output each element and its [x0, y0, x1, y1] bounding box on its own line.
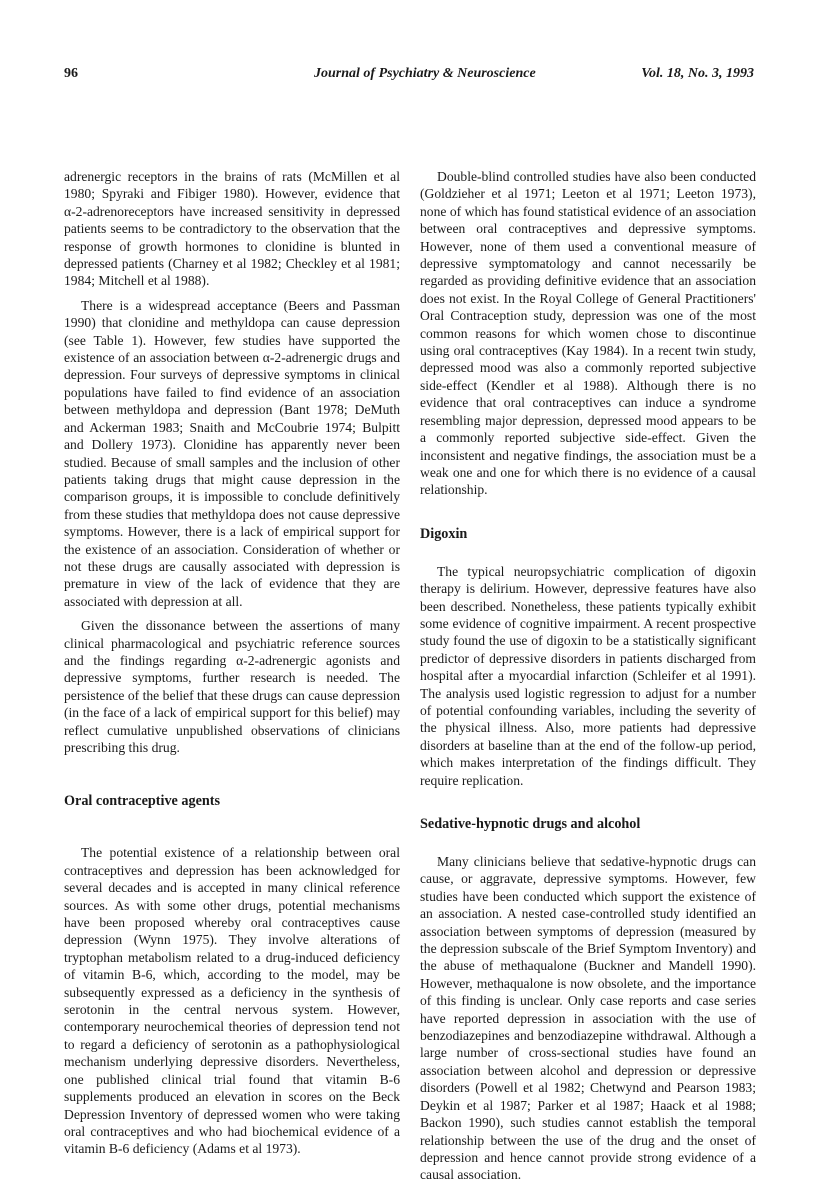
paragraph: The typical neuropsychiatric complication of digoxin therapy is delirium. However, depressive features have also been described. Nonetheless, these patients typically exhibit some evidence of cognitive impairment. A recent prospective study found the use of digoxin to be a statistically significant predictor of depressive disorders in patients discharged from hospital after a myocardial infarction (Schleifer et al 1991). The analysis used logistic regression to adjust for a number of potential confounding variables, including the severity of the physical illness. Also, more patients had depressive disorders at baseline than at the end of the follow-up period, which makes interpretation of the findings difficult. They require replication. — [420, 563, 756, 788]
section-heading-sedative-hypnotic: Sedative-hypnotic drugs and alcohol — [420, 816, 641, 832]
paragraph: Many clinicians believe that sedative-hypnotic drugs can cause, or aggravate, depressive symptoms. However, few studies have been conducted which support the existence of an association. A nested case-controlled study identified an association between symptoms of depression (measured by the depression subscale of the Brief Symptom Inventory) and the abuse of methaqualone (Buckner and Mandell 1990). However, methaqualone is now obsolete, and the importance of this finding is unclear. Only case reports and case series have reported depression in association with the use of benzodiazepines and benzodiazepine withdrawal. Although a large number of cross-sectional studies have found an association between alcohol and depression or depressive disorders (Powell et al 1982; Chetwynd and Pearson 1983; Deykin et al 1987; Parker et al 1987; Haack et al 1988; Backon 1990), such studies cannot establish the temporal relationship between the use of the drug and the onset of depression and hence cannot provide strong evidence of a causal association. — [420, 854, 756, 1183]
section-heading-oral-contraceptives: Oral contraceptive agents — [64, 793, 221, 810]
journal-title: Journal of Psychiatry & Neuroscience — [314, 66, 536, 81]
left-column — [64, 168, 400, 1158]
paragraph: There is a widespread acceptance (Beers and Passman 1990) that clonidine and methyldopa can cause depression (see Table 1). However, few studies have supported the existence of an association between α-2-adrenergic drugs and depression. Four surveys of depressive symptoms in clinical populations have failed to find evidence of an association between methyldopa and depression (Bant 1978; DeMuth and Ackerman 1983; Snaith and McCoubrie 1974; Bulpitt and Dollery 1973). Clonidine has apparently never been studied. Because of small samples and the inclusion of other patients taking drugs that might cause depression in the comparison groups, it is impossible to conclude definitively from these studies that methyldopa does not cause depressive symptoms. However, there is a lack of empirical support for the existence of an association. Consideration of whether or not these drugs are causally associated with depression is premature in view of the lack of evidence that they are associated with depression at all. — [64, 297, 400, 609]
section-heading-digoxin: Digoxin — [420, 525, 468, 542]
volume-info: Vol. 18, No. 3, 1993 — [641, 66, 754, 81]
right-column — [420, 168, 756, 1184]
page-number: 96 — [64, 66, 78, 81]
paragraph: adrenergic receptors in the brains of rats (McMillen et al 1980; Spyraki and Fibiger 1980). However, evidence that α-2-adrenoreceptors have increased sensitivity in depressed patients seems to be contradictory to the observation that the response of growth hormones to clonidine is blunted in depressed patients (Charney et al 1982; Checkley et al 1981; 1984; Mitchell et al 1988). — [64, 169, 400, 289]
paragraph: Double-blind controlled studies have also been conducted (Goldzieher et al 1971; Leeton et al 1971; Leeton 1973), none of which has found statistical evidence of an association between oral contraceptives and depressive symptoms. However, none of them used a conventional measure of depressive symptomatology and cannot necessarily be regarded as providing definitive evidence that an association does not exist. In the Royal College of General Practitioners' Oral Contraception study, depression was one of the most common reasons for which women chose to discontinue using oral contraceptives (Kay 1984). In a recent twin study, depressed mood was also a commonly reported subjective side-effect (Kendler et al 1988). Although there is no evidence that oral contraceptives can induce a syndrome resembling major depression, depressed mood appears to be a commonly reported subjective side-effect. Given the inconsistent and negative findings, the association must be a weak one and one for which there is no evidence of a causal relationship. — [420, 169, 756, 498]
running-header — [64, 66, 754, 88]
paragraph: The potential existence of a relationship between oral contraceptives and depression has been acknowledged for several decades and is accepted in many clinical reference sources. As with some other drugs, potential mechanisms have been proposed whereby oral contraceptives cause depression (Wynn 1975). They involve alterations of tryptophan metabolism related to a drug-induced deficiency of vitamin B-6, which, according to the model, may be subsequently expressed as a deficiency in the synthesis of serotonin in the central nervous system. However, contemporary neurochemical theories of depression tend not to regard a deficiency of serotonin as a pathophysiological mechanism underlying depressive disorders. Nevertheless, one published clinical trial found that vitamin B-6 supplements produced an elevation in scores on the Beck Depression Inventory of depressed women who were taking oral contraceptives and who had biochemical evidence of a vitamin B-6 deficiency (Adams et al 1973). — [64, 845, 400, 1157]
paragraph: Given the dissonance between the assertions of many clinical pharmacological and psychiatric reference sources and the findings regarding α-2-adrenergic agonists and depressive symptoms, further research is needed. The persistence of the belief that these drugs can cause depression (in the face of a lack of empirical support for this belief) may reflect cumulative unpublished observations of clinicians prescribing this drug. — [64, 618, 400, 755]
